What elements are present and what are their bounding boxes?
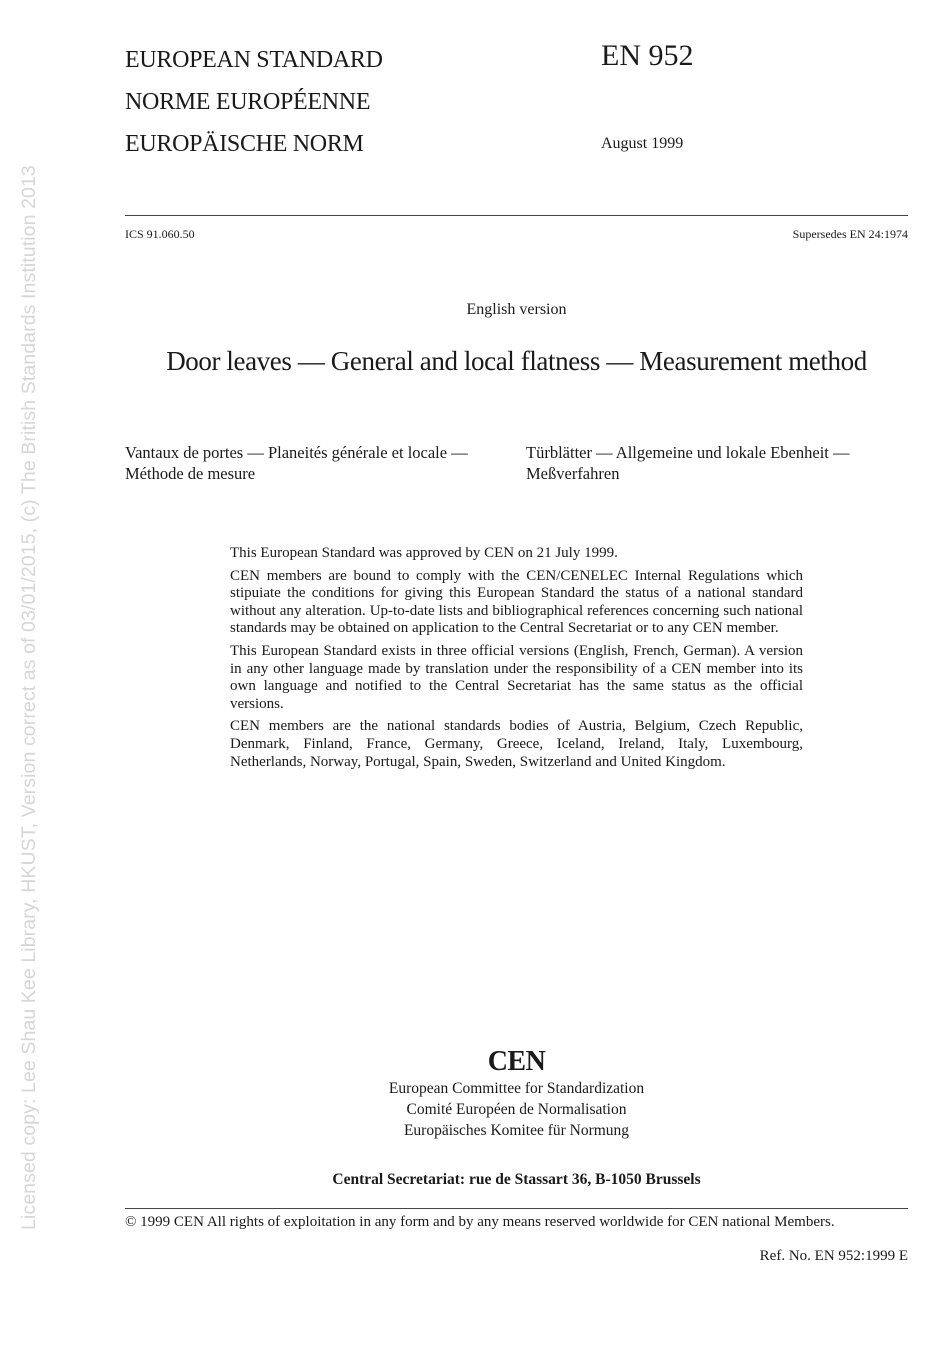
version-label: English version bbox=[466, 301, 567, 318]
subtitle-french: Vantaux de portes — Planeités générale et locale — Méthode de mesure bbox=[125, 443, 468, 483]
cen-name-english: European Committee for Standardization bbox=[388, 1080, 645, 1097]
ics-code: ICS 91.060.50 bbox=[125, 227, 195, 241]
cen-logo: CEN bbox=[487, 1046, 546, 1077]
central-secretariat-address: Central Secretariat: rue de Stassart 36, B-1050 Brussels bbox=[332, 1171, 701, 1188]
standard-name-french: NORME EUROPÉENNE bbox=[125, 89, 371, 115]
supersedes-note: Supersedes EN 24:1974 bbox=[792, 227, 908, 241]
header-divider bbox=[125, 215, 908, 216]
body-paragraph: CEN members are bound to comply with the CEN/CENELEC Internal Regulations which stipuiate the conditions for giving this European Standard the status of a national standard without any alteration. Up-to-date lists and bibliographical references concerning such national standards may be obtained on application to the Central Secretariat or to any CEN member. bbox=[230, 567, 803, 637]
body-paragraph: This European Standard exists in three official versions (English, French, German). A version in any other language made by translation under the responsibility of a CEN member into its own language and notified to the Central Secretariat has the same status as the official versions. bbox=[230, 642, 803, 712]
cen-name-german: Europäisches Komitee für Normung bbox=[403, 1122, 630, 1139]
publication-date: August 1999 bbox=[601, 135, 684, 152]
copyright-notice: © 1999 CEN All rights of exploitation in any form and by any means reserved worldwide for CEN national Members. bbox=[125, 1214, 835, 1230]
standard-name-english: EUROPEAN STANDARD bbox=[125, 47, 383, 73]
standard-number: EN 952 bbox=[601, 39, 694, 72]
footer-divider bbox=[125, 1208, 908, 1209]
body-paragraph: This European Standard was approved by CEN on 21 July 1999. bbox=[230, 545, 618, 561]
subtitle-german: Türblätter — Allgemeine und lokale Ebenheit — Meßverfahren bbox=[526, 443, 850, 483]
standard-name-german: EUROPÄISCHE NORM bbox=[125, 131, 364, 157]
reference-number: Ref. No. EN 952:1999 E bbox=[759, 1248, 908, 1264]
approval-notes bbox=[230, 545, 803, 776]
body-paragraph: CEN members are the national standards bodies of Austria, Belgium, Czech Republic, Denmark, Finland, France, Germany, Greece, Iceland, Ireland, Italy, Luxembourg, Netherlands, Norway, Portugal, Spain, Sweden, Switzerland and United Kingdom. bbox=[230, 718, 803, 770]
cen-organization-block bbox=[230, 1046, 803, 1141]
license-watermark: Licensed copy: Lee Shau Kee Library, HKUST, Version correct as of 03/01/2015, (c) The British Standards Institution 2013 bbox=[18, 165, 40, 1230]
cen-name-french: Comité Européen de Normalisation bbox=[406, 1101, 627, 1118]
document-title: Door leaves — General and local flatness — Measurement method bbox=[166, 346, 867, 376]
